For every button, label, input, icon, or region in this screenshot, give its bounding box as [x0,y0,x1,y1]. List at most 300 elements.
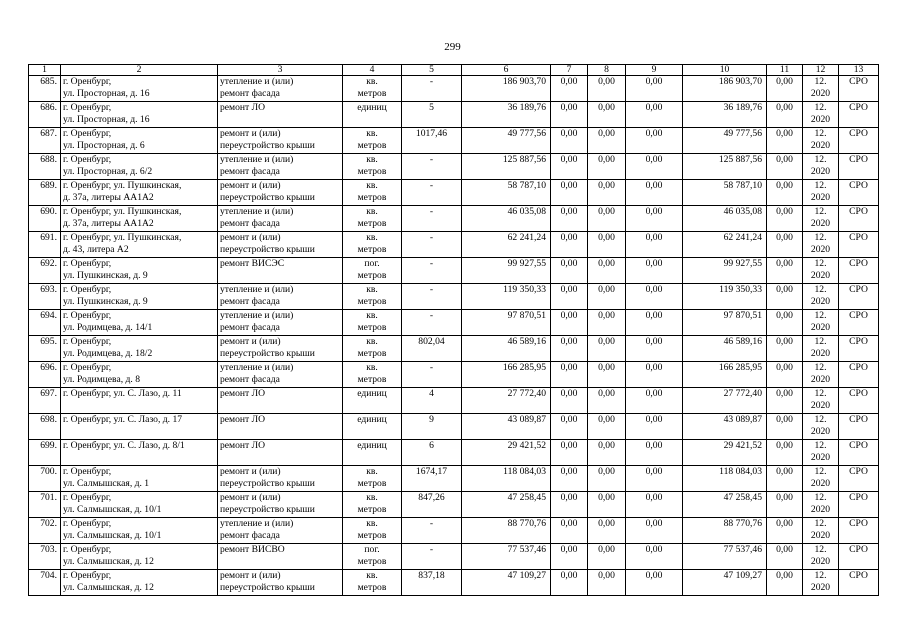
table-row [29,362,879,388]
period-cell [803,154,839,180]
total-cost-cell: 166 285,95 [462,362,551,388]
value-cell-9: 0,00 [626,492,683,518]
unit-cell-line: единиц [357,388,387,399]
work-type-cell-line: ремонт ЛО [220,388,266,399]
table-row [29,388,879,414]
value-cell-7: 0,00 [551,518,588,544]
work-type-cell-line: ремонт фасада [220,530,280,542]
row-number: 695. [29,336,61,362]
method-cell: СРО [839,258,879,284]
row-number: 699. [29,440,61,466]
unit-cell-line: метров [357,348,387,360]
value-cell-8: 0,00 [588,388,626,414]
unit-cell-line: метров [357,556,387,568]
period-cell-line: 12. [814,206,827,217]
address-cell-line: г. Оренбург, ул. С. Лазо, д. 11 [63,388,182,399]
address-cell-line: г. Оренбург, ул. Пушкинская, [63,180,182,191]
period-cell-line: 2020 [810,400,831,412]
period-cell [803,336,839,362]
address-cell-line: ул. Родимцева, д. 18/2 [63,348,153,360]
period-cell-line: 2020 [810,322,831,334]
unit-cell [343,284,402,310]
row-number: 688. [29,154,61,180]
work-type-cell-line: ремонт фасада [220,166,280,178]
value-cell-10: 62 241,24 [683,232,767,258]
unit-cell-line: единиц [357,102,387,113]
value-cell-9: 0,00 [626,362,683,388]
value-cell-10: 77 537,46 [683,544,767,570]
period-cell-line: 12. [814,466,827,477]
method-cell: СРО [839,128,879,154]
unit-cell-line: метров [357,218,387,230]
address-cell [61,362,218,388]
address-cell-line: ул. Просторная, д. 16 [63,88,150,100]
value-cell-8: 0,00 [588,128,626,154]
address-cell [61,102,218,128]
unit-cell [343,258,402,284]
address-cell-line: г. Оренбург, [63,102,112,113]
value-cell-9: 0,00 [626,440,683,466]
work-type-cell-line: утепление и (или) [220,518,294,529]
address-cell-line: ул. Пушкинская, д. 9 [63,270,148,282]
unit-cell-line: метров [357,88,387,100]
period-cell-line: 12. [814,518,827,529]
work-type-cell-line: ремонт и (или) [220,570,281,581]
method-cell: СРО [839,544,879,570]
period-cell-line: 12. [814,154,827,165]
address-cell-line: д. 37а, литеры АА1А2 [63,218,154,230]
table-row [29,466,879,492]
unit-cell-line: кв. [366,128,378,139]
period-cell [803,206,839,232]
period-cell [803,466,839,492]
value-cell-11: 0,00 [767,388,803,414]
address-cell-line: ул. Пушкинская, д. 9 [63,296,148,308]
method-cell: СРО [839,154,879,180]
value-cell-9: 0,00 [626,518,683,544]
period-cell-line: 2020 [810,296,831,308]
unit-cell [343,440,402,466]
work-type-cell-line: переустройство крыши [220,478,315,490]
total-cost-cell: 77 537,46 [462,544,551,570]
work-type-cell-line: утепление и (или) [220,76,294,87]
row-number: 689. [29,180,61,206]
value-cell-7: 0,00 [551,180,588,206]
address-cell [61,492,218,518]
value-cell-10: 49 777,56 [683,128,767,154]
work-type-cell-line: переустройство крыши [220,140,315,152]
unit-cell [343,154,402,180]
row-number: 687. [29,128,61,154]
period-cell-line: 2020 [810,244,831,256]
header-row [29,65,879,76]
address-cell [61,440,218,466]
value-cell-7: 0,00 [551,128,588,154]
period-cell [803,180,839,206]
column-header-8: 8 [588,65,626,76]
period-cell-line: 2020 [810,530,831,542]
period-cell [803,362,839,388]
value-cell-11: 0,00 [767,492,803,518]
unit-cell [343,492,402,518]
quantity-cell: 1017,46 [402,128,462,154]
address-cell-line: г. Оренбург, [63,258,112,269]
quantity-cell: 4 [402,388,462,414]
value-cell-8: 0,00 [588,258,626,284]
value-cell-9: 0,00 [626,258,683,284]
value-cell-8: 0,00 [588,518,626,544]
work-type-cell [218,154,343,180]
work-type-cell [218,232,343,258]
address-cell-line: ул. Салмышская, д. 10/1 [63,504,162,516]
column-header-12: 12 [803,65,839,76]
value-cell-11: 0,00 [767,310,803,336]
address-cell [61,76,218,102]
value-cell-11: 0,00 [767,154,803,180]
value-cell-8: 0,00 [588,336,626,362]
method-cell: СРО [839,76,879,102]
period-cell-line: 2020 [810,114,831,126]
unit-cell-line: метров [357,140,387,152]
unit-cell [343,518,402,544]
work-type-cell-line: переустройство крыши [220,244,315,256]
quantity-cell: - [402,232,462,258]
value-cell-8: 0,00 [588,492,626,518]
unit-cell-line: кв. [366,570,378,581]
table-body [29,76,879,596]
value-cell-7: 0,00 [551,154,588,180]
table-row [29,414,879,440]
table-row [29,492,879,518]
quantity-cell: 847,26 [402,492,462,518]
address-cell [61,388,218,414]
row-number: 701. [29,492,61,518]
work-type-cell [218,362,343,388]
value-cell-11: 0,00 [767,180,803,206]
work-type-cell [218,570,343,596]
value-cell-11: 0,00 [767,206,803,232]
work-type-cell-line: утепление и (или) [220,284,294,295]
address-cell-line: г. Оренбург, [63,518,112,529]
unit-cell [343,570,402,596]
work-type-cell-line: утепление и (или) [220,362,294,373]
period-cell-line: 2020 [810,374,831,386]
row-number: 686. [29,102,61,128]
value-cell-11: 0,00 [767,258,803,284]
value-cell-10: 43 089,87 [683,414,767,440]
work-type-cell-line: переустройство крыши [220,504,315,516]
quantity-cell: - [402,362,462,388]
period-cell [803,518,839,544]
address-cell-line: г. Оренбург, ул. Пушкинская, [63,206,182,217]
column-header-10: 10 [683,65,767,76]
method-cell: СРО [839,310,879,336]
method-cell: СРО [839,492,879,518]
value-cell-10: 47 258,45 [683,492,767,518]
quantity-cell: 1674,17 [402,466,462,492]
work-type-cell [218,102,343,128]
value-cell-10: 125 887,56 [683,154,767,180]
unit-cell [343,102,402,128]
work-type-cell [218,128,343,154]
value-cell-9: 0,00 [626,414,683,440]
value-cell-8: 0,00 [588,206,626,232]
value-cell-7: 0,00 [551,232,588,258]
unit-cell [343,414,402,440]
row-number: 703. [29,544,61,570]
value-cell-7: 0,00 [551,570,588,596]
value-cell-10: 99 927,55 [683,258,767,284]
value-cell-9: 0,00 [626,206,683,232]
table-row [29,154,879,180]
period-cell-line: 2020 [810,270,831,282]
quantity-cell: 6 [402,440,462,466]
address-cell [61,466,218,492]
work-type-cell-line: ремонт и (или) [220,128,281,139]
row-number: 693. [29,284,61,310]
value-cell-7: 0,00 [551,544,588,570]
value-cell-11: 0,00 [767,336,803,362]
value-cell-8: 0,00 [588,310,626,336]
value-cell-10: 186 903,70 [683,76,767,102]
value-cell-7: 0,00 [551,102,588,128]
method-cell: СРО [839,414,879,440]
row-number: 696. [29,362,61,388]
unit-cell-line: метров [357,504,387,516]
value-cell-10: 166 285,95 [683,362,767,388]
work-type-cell [218,206,343,232]
address-cell-line: ул. Салмышская, д. 10/1 [63,530,162,542]
period-cell [803,388,839,414]
address-cell-line: ул. Салмышская, д. 12 [63,582,154,594]
quantity-cell: - [402,284,462,310]
work-type-cell [218,258,343,284]
value-cell-9: 0,00 [626,544,683,570]
unit-cell-line: метров [357,270,387,282]
period-cell [803,232,839,258]
address-cell [61,570,218,596]
value-cell-10: 97 870,51 [683,310,767,336]
work-type-cell-line: ремонт ЛО [220,102,266,113]
method-cell: СРО [839,284,879,310]
work-type-cell [218,414,343,440]
value-cell-7: 0,00 [551,492,588,518]
value-cell-7: 0,00 [551,310,588,336]
value-cell-8: 0,00 [588,466,626,492]
quantity-cell: - [402,180,462,206]
address-cell [61,518,218,544]
value-cell-10: 46 589,16 [683,336,767,362]
quantity-cell: - [402,310,462,336]
row-number: 700. [29,466,61,492]
work-type-cell [218,336,343,362]
address-cell [61,414,218,440]
period-cell [803,128,839,154]
value-cell-11: 0,00 [767,414,803,440]
address-cell-line: г. Оренбург, ул. Пушкинская, [63,232,182,243]
value-cell-11: 0,00 [767,128,803,154]
unit-cell [343,336,402,362]
period-cell [803,284,839,310]
total-cost-cell: 36 189,76 [462,102,551,128]
unit-cell [343,362,402,388]
work-type-cell-line: ремонт и (или) [220,336,281,347]
column-header-2: 2 [61,65,218,76]
total-cost-cell: 99 927,55 [462,258,551,284]
work-type-cell-line: ремонт и (или) [220,492,281,503]
table-row [29,440,879,466]
work-type-cell-line: переустройство крыши [220,348,315,360]
unit-cell-line: кв. [366,310,378,321]
work-type-cell-line: ремонт фасада [220,296,280,308]
work-type-cell-line: переустройство крыши [220,192,315,204]
row-number: 702. [29,518,61,544]
work-type-cell-line: ремонт ВИСЭС [220,258,285,269]
value-cell-7: 0,00 [551,440,588,466]
value-cell-7: 0,00 [551,362,588,388]
column-header-4: 4 [343,65,402,76]
table-row [29,284,879,310]
period-cell-line: 2020 [810,218,831,230]
period-cell-line: 12. [814,76,827,87]
address-cell [61,232,218,258]
unit-cell-line: кв. [366,492,378,503]
work-type-cell [218,76,343,102]
period-cell-line: 12. [814,362,827,373]
period-cell [803,102,839,128]
value-cell-9: 0,00 [626,570,683,596]
period-cell-line: 2020 [810,556,831,568]
column-header-9: 9 [626,65,683,76]
address-cell-line: ул. Салмышская, д. 1 [63,478,150,490]
unit-cell-line: единиц [357,414,387,425]
method-cell: СРО [839,466,879,492]
work-type-cell [218,388,343,414]
method-cell: СРО [839,362,879,388]
method-cell: СРО [839,102,879,128]
value-cell-11: 0,00 [767,76,803,102]
unit-cell [343,466,402,492]
period-cell [803,492,839,518]
value-cell-7: 0,00 [551,258,588,284]
value-cell-11: 0,00 [767,362,803,388]
row-number: 694. [29,310,61,336]
address-cell [61,180,218,206]
unit-cell [343,180,402,206]
address-cell-line: ул. Родимцева, д. 14/1 [63,322,153,334]
period-cell-line: 12. [814,414,827,425]
quantity-cell: 802,04 [402,336,462,362]
method-cell: СРО [839,440,879,466]
work-type-cell-line: ремонт и (или) [220,466,281,477]
period-cell [803,258,839,284]
unit-cell [343,206,402,232]
unit-cell-line: метров [357,244,387,256]
work-type-cell-line: ремонт фасада [220,374,280,386]
value-cell-10: 58 787,10 [683,180,767,206]
value-cell-11: 0,00 [767,570,803,596]
address-cell [61,310,218,336]
value-cell-9: 0,00 [626,466,683,492]
value-cell-10: 118 084,03 [683,466,767,492]
value-cell-8: 0,00 [588,154,626,180]
table-row [29,570,879,596]
quantity-cell: - [402,518,462,544]
address-cell-line: г. Оренбург, [63,492,112,503]
work-type-cell [218,180,343,206]
total-cost-cell: 46 589,16 [462,336,551,362]
value-cell-8: 0,00 [588,544,626,570]
value-cell-7: 0,00 [551,336,588,362]
unit-cell-line: пог. [364,258,380,269]
unit-cell-line: метров [357,192,387,204]
total-cost-cell: 125 887,56 [462,154,551,180]
address-cell [61,336,218,362]
value-cell-11: 0,00 [767,466,803,492]
row-number: 690. [29,206,61,232]
column-header-6: 6 [462,65,551,76]
unit-cell [343,128,402,154]
period-cell [803,414,839,440]
value-cell-10: 29 421,52 [683,440,767,466]
address-cell-line: г. Оренбург, [63,76,112,87]
unit-cell-line: метров [357,322,387,334]
period-cell-line: 12. [814,388,827,399]
work-type-cell-line: ремонт и (или) [220,232,281,243]
total-cost-cell: 27 772,40 [462,388,551,414]
address-cell-line: г. Оренбург, [63,310,112,321]
value-cell-11: 0,00 [767,232,803,258]
unit-cell-line: кв. [366,362,378,373]
total-cost-cell: 43 089,87 [462,414,551,440]
total-cost-cell: 119 350,33 [462,284,551,310]
unit-cell-line: кв. [366,232,378,243]
total-cost-cell: 62 241,24 [462,232,551,258]
column-header-7: 7 [551,65,588,76]
period-cell-line: 2020 [810,582,831,594]
total-cost-cell: 46 035,08 [462,206,551,232]
unit-cell-line: метров [357,296,387,308]
period-cell-line: 2020 [810,166,831,178]
unit-cell-line: метров [357,166,387,178]
value-cell-9: 0,00 [626,76,683,102]
address-cell-line: д. 43, литера А2 [63,244,129,256]
total-cost-cell: 118 084,03 [462,466,551,492]
unit-cell-line: пог. [364,544,380,555]
work-type-cell-line: ремонт и (или) [220,180,281,191]
work-type-cell-line: ремонт ЛО [220,440,266,451]
value-cell-9: 0,00 [626,336,683,362]
address-cell-line: ул. Просторная, д. 6 [63,140,145,152]
value-cell-8: 0,00 [588,180,626,206]
period-cell-line: 12. [814,258,827,269]
value-cell-11: 0,00 [767,518,803,544]
quantity-cell: - [402,258,462,284]
table-row [29,128,879,154]
work-type-cell-line: ремонт фасада [220,322,280,334]
address-cell [61,544,218,570]
total-cost-cell: 29 421,52 [462,440,551,466]
value-cell-8: 0,00 [588,102,626,128]
period-cell-line: 2020 [810,192,831,204]
table-row [29,336,879,362]
value-cell-8: 0,00 [588,284,626,310]
address-cell-line: д. 37а, литеры АА1А2 [63,192,154,204]
table-row [29,258,879,284]
value-cell-11: 0,00 [767,440,803,466]
row-number: 691. [29,232,61,258]
work-type-cell [218,544,343,570]
